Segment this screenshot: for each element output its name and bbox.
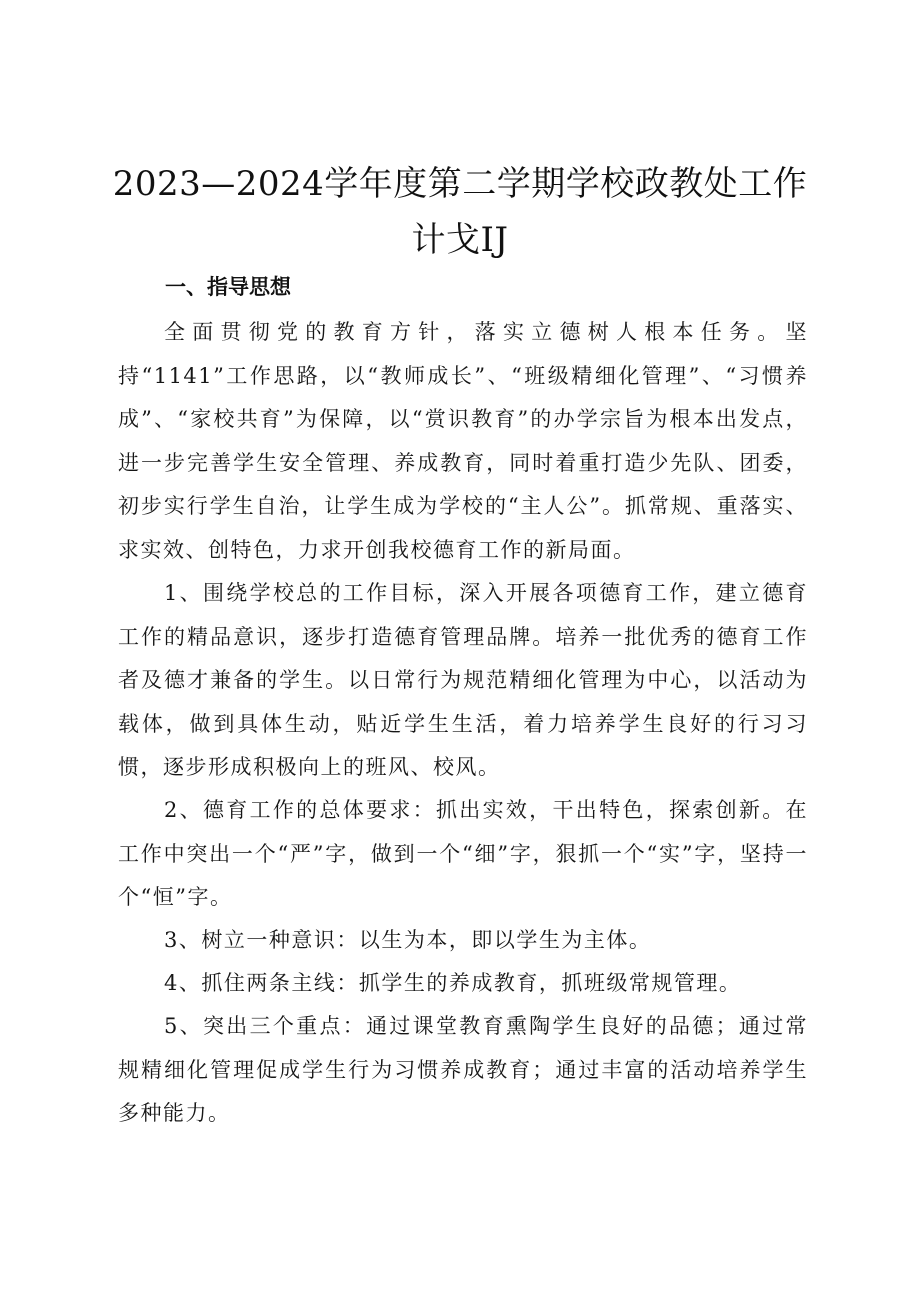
section-heading-guiding-ideology: 一、指导思想: [165, 275, 291, 299]
paragraph-item-1: 1、围绕学校总的工作目标，深入开展各项德育工作，建立德育工作的精品意识，逐步打造德育管理品牌。培养一批优秀的德育工作者及德才兼备的学生。以日常行为规范精细化管理为中心，以活动为载体，做到具体生动，贴近学生生活，着力培养学生良好的行习习惯，逐步形成积极向上的班风、校风。: [118, 581, 808, 779]
paragraph-item-2: 2、德育工作的总体要求：抓出实效，干出特色，探索创新。在工作中突出一个“严”字，做到一个“细”字，狠抓一个“实”字，坚持一个“恒”字。: [118, 798, 808, 909]
paragraph-item-5: 5、突出三个重点：通过课堂教育熏陶学生良好的品德；通过常规精细化管理促成学生行为习惯养成教育；通过丰富的活动培养学生多种能力。: [118, 1014, 808, 1125]
document-title-line1: 2023—2024学年度第二学期学校政教处工作: [112, 164, 808, 204]
paragraph-intro: 全面贯彻党的教育方针，落实立德树人根本任务。坚持“1141”工作思路，以“教师成长”、“班级精细化管理”、“习惯养成”、“家校共育”为保障，以“赏识教育”的办学宗旨为根本出发点，进一步完善学生安全管理、养成教育，同时着重打造少先队、团委，初步实行学生自治，让学生成为学校的“主人公”。抓常规、重落实、求实效、创特色，力求开创我校德育工作的新局面。: [118, 320, 808, 562]
paragraph-item-4: 4、抓住两条主线：抓学生的养成教育，抓班级常规管理。: [164, 971, 742, 995]
document-title-line2: 计戈IJ: [411, 220, 509, 260]
paragraph-item-3: 3、树立一种意识：以生为本，即以学生为主体。: [164, 928, 652, 952]
